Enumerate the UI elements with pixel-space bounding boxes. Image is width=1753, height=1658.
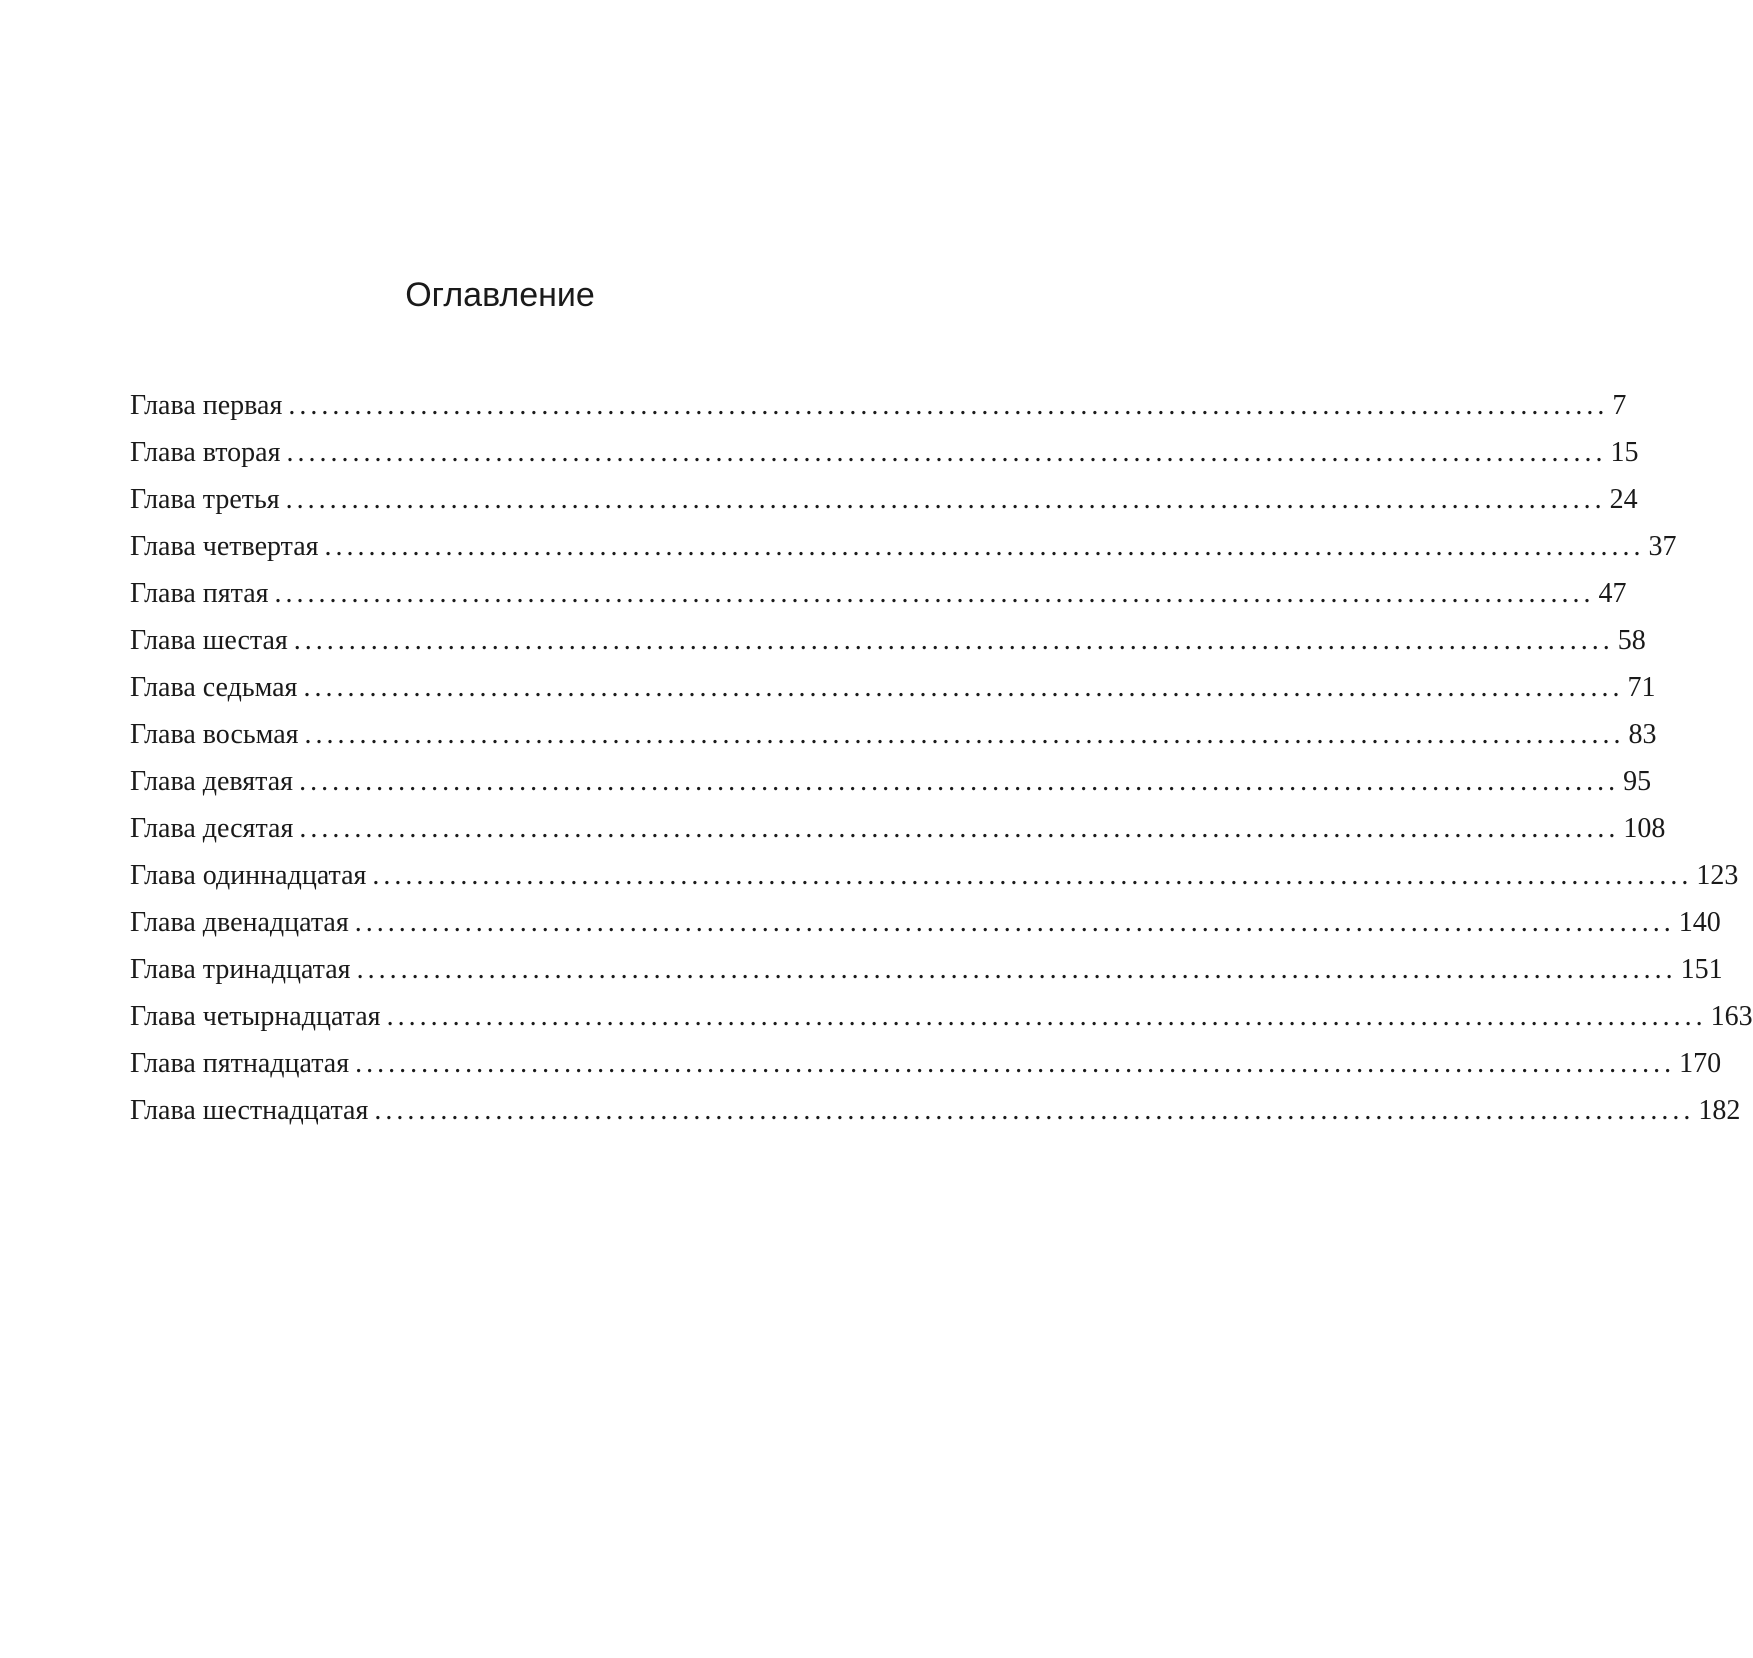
toc-entry-label: Глава четвертая [130,531,319,562]
toc-entry[interactable] [130,1001,1753,1048]
toc-leader-dots: ........................................................................................................................ [299,766,1620,797]
toc-entry-label: Глава седьмая [130,672,298,703]
toc-leader-dots: ........................................................................................................................ [293,625,1614,656]
toc-entry[interactable] [130,907,1721,954]
toc-leader-dots: ........................................................................................................................ [274,578,1595,609]
toc-entry-page: 170 [1679,1048,1722,1079]
toc-leader-dots: ........................................................................................................................ [324,531,1645,562]
toc-entry-page: 58 [1617,625,1646,656]
toc-entry[interactable] [130,625,1646,672]
toc-entry[interactable] [130,1048,1722,1095]
toc-entry-label: Глава девятая [130,766,294,797]
toc-entry-page: 123 [1696,860,1739,891]
toc-leader-dots: ........................................................................................................................ [372,860,1693,891]
toc-entry-page: 37 [1648,531,1677,562]
toc-entry-page: 95 [1623,766,1652,797]
toc-entry-page: 15 [1610,437,1639,468]
toc-entry[interactable] [130,531,1677,578]
toc-entry-label: Глава двенадцатая [130,907,349,938]
toc-entry-label: Глава вторая [130,437,281,468]
toc-entry-page: 182 [1698,1095,1741,1126]
toc-leader-dots: ........................................................................................................................ [356,954,1677,985]
toc-entry[interactable] [130,672,1656,719]
toc-leader-dots: ........................................................................................................................ [285,484,1606,515]
toc-entry[interactable] [130,766,1652,813]
toc-entry[interactable] [130,437,1639,484]
toc-title: Оглавление [405,276,595,314]
toc-entry-label: Глава пятая [130,578,269,609]
toc-entry-label: Глава пятнадцатая [130,1048,350,1079]
toc-leader-dots: ........................................................................................................................ [386,1001,1707,1032]
toc-entry[interactable] [130,484,1638,531]
toc-leader-dots: ........................................................................................................................ [288,390,1609,421]
toc-entry[interactable] [130,719,1657,766]
toc-list [130,390,1753,1142]
toc-entry-label: Глава тринадцатая [130,954,351,985]
toc-entry-page: 71 [1627,672,1656,703]
toc-entry[interactable] [130,813,1666,860]
toc-entry[interactable] [130,860,1739,907]
toc-entry-page: 108 [1623,813,1666,844]
toc-entry[interactable] [130,1095,1741,1142]
toc-entry-label: Глава третья [130,484,280,515]
toc-leader-dots: ........................................................................................................................ [299,813,1620,844]
toc-entry-label: Глава шестнадцатая [130,1095,369,1126]
toc-entry-label: Глава десятая [130,813,294,844]
toc-leader-dots: ........................................................................................................................ [286,437,1607,468]
toc-entry-page: 47 [1598,578,1627,609]
toc-leader-dots: ........................................................................................................................ [374,1095,1695,1126]
toc-entry-page: 140 [1678,907,1721,938]
toc-leader-dots: ........................................................................................................................ [354,907,1675,938]
toc-leader-dots: ........................................................................................................................ [304,719,1625,750]
toc-entry-page: 163 [1710,1001,1753,1032]
toc-leader-dots: ........................................................................................................................ [303,672,1624,703]
toc-entry-label: Глава шестая [130,625,288,656]
toc-entry-label: Глава одиннадцатая [130,860,367,891]
toc-entry[interactable] [130,390,1627,437]
toc-leader-dots: ........................................................................................................................ [355,1048,1676,1079]
toc-entry-page: 151 [1680,954,1723,985]
toc-entry[interactable] [130,578,1627,625]
toc-entry-page: 7 [1612,390,1627,421]
toc-entry-label: Глава восьмая [130,719,299,750]
toc-entry-page: 83 [1628,719,1657,750]
toc-entry-page: 24 [1609,484,1638,515]
toc-entry[interactable] [130,954,1723,1001]
toc-entry-label: Глава первая [130,390,283,421]
toc-entry-label: Глава четырнадцатая [130,1001,381,1032]
